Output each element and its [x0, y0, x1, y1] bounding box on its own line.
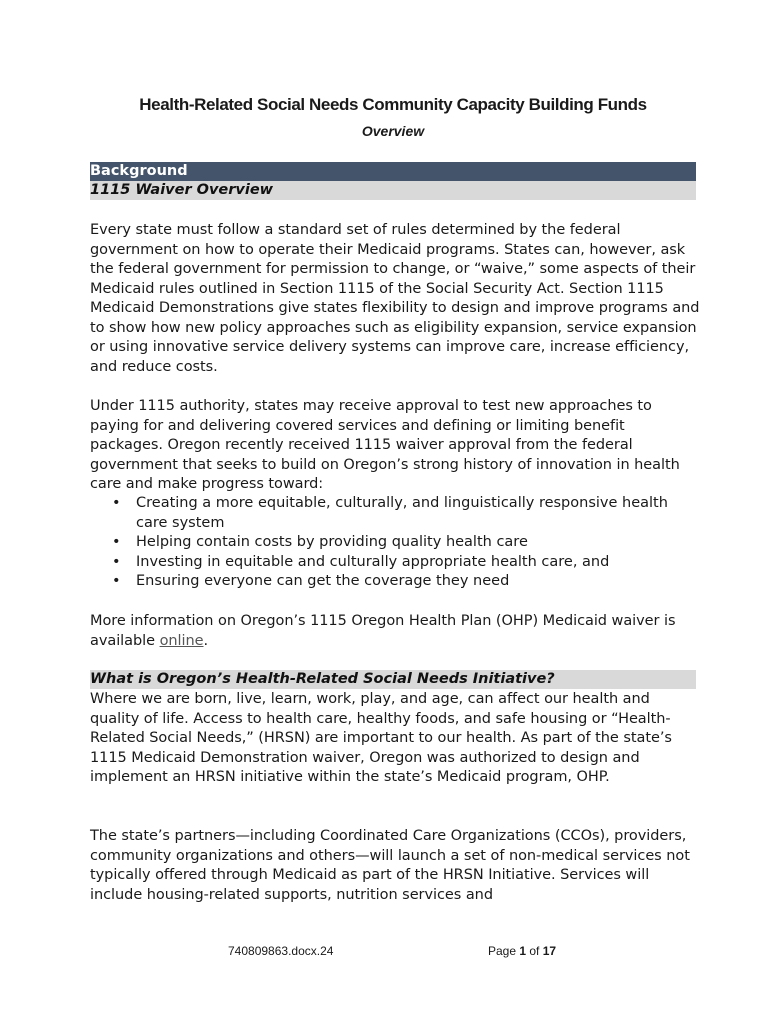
more-info-text: More information on Oregon’s 1115 Oregon Health Plan (OHP) Medicaid waiver is available [90, 613, 676, 649]
background-heading: Background [90, 162, 696, 181]
hrsn-initiative-heading: What is Oregon’s Health-Related Social Needs Initiative? [90, 670, 696, 689]
paragraph-hrsn-intro: Where we are born, live, learn, work, play, and age, can affect our health and quality of life. Access to health care, healthy foods, and safe housing or “Health-Related Social Needs,” (HRSN) are important to our health. As part of the state’s 1115 Medicaid Demonstration waiver, Oregon was authorized to design and implement an HRSN initiative within the state’s Medicaid program, OHP. [90, 691, 672, 785]
page-total: 17 [542, 944, 557, 958]
bullet-glyph: • [112, 573, 121, 589]
list-item [90, 572, 700, 592]
bullet-glyph: • [112, 495, 121, 511]
paragraph-waiver-intro: Every state must follow a standard set of rules determined by the federal government on how to operate their Medicaid programs. States can, however, ask the federal government for permission to change, or “waive,” some aspects of their Medicaid rules outlined in Section 1115 of the Social Security Act. Section 1115 Medicaid Demonstrations give states flexibility to design and improve programs and to show how new policy approaches such as eligibility expansion, service expansion or using innovative service delivery systems can improve care, increase efficiency, and reduce costs. [90, 222, 700, 375]
page-current: 1 [519, 944, 527, 958]
list-item-text: Creating a more equitable, culturally, and linguistically responsive health care system [136, 495, 668, 531]
of-label: of [526, 944, 543, 958]
list-item [90, 494, 700, 533]
list-item-text: Helping contain costs by providing quality health care [136, 534, 528, 550]
document-title: Health-Related Social Needs Community Capacity Building Funds [139, 95, 647, 114]
online-link[interactable]: online [159, 632, 204, 649]
bullet-glyph: • [112, 534, 121, 550]
progress-goals-list [90, 494, 700, 592]
list-item [90, 533, 700, 553]
page-label: Page [488, 944, 520, 958]
paragraph-1115-authority: Under 1115 authority, states may receive approval to test new approaches to paying for and delivering covered services and defining or limiting benefit packages. Oregon recently received 1115 waiver approval from the federal government that seeks to build on Oregon’s strong history of innovation in health care and make progress toward: [90, 398, 680, 492]
bullet-glyph: • [112, 553, 121, 570]
document-subtitle: Overview [361, 123, 425, 139]
more-info-period: . [203, 632, 209, 649]
waiver-overview-heading: 1115 Waiver Overview [90, 181, 696, 200]
paragraph-more-info [90, 612, 700, 651]
list-item [90, 553, 700, 573]
paragraph-state-partners: The state’s partners—including Coordinated Care Organizations (CCOs), providers, community organizations and others—will launch a set of non-medical services not typically offered through Medicaid as part of the HRSN Initiative. Services will include housing-related supports, nutrition services and [90, 828, 690, 903]
list-item-text: Ensuring everyone can get the coverage they need [136, 573, 510, 589]
footer-doc-id: 740809863.docx.24 [228, 944, 334, 958]
footer-page-number [488, 944, 556, 958]
list-item-text: Investing in equitable and culturally appropriate health care, and [136, 553, 610, 570]
